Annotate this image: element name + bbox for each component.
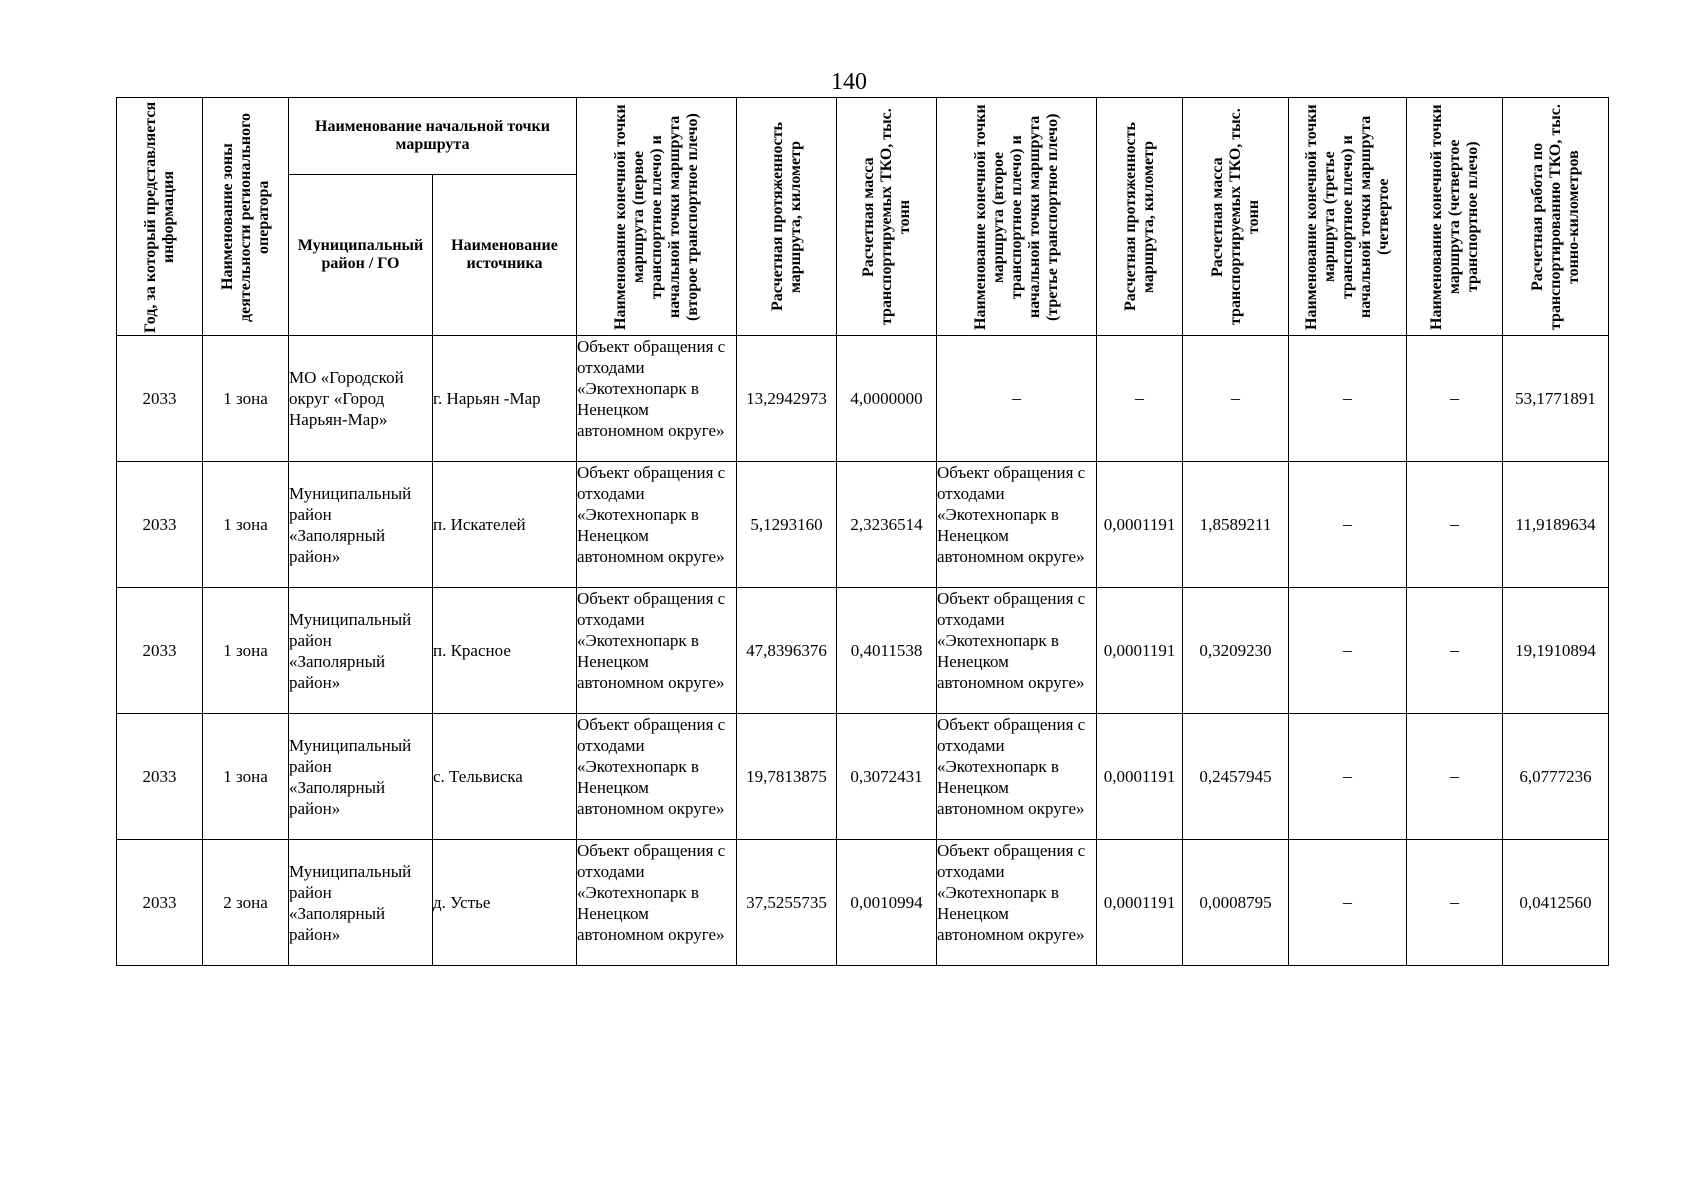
cell-year: 2033 — [117, 588, 203, 714]
cell-end-point-4: – — [1407, 588, 1503, 714]
header-end-point-4: Наименование конечной точки маршрута (четвертое транспортное плечо) — [1407, 98, 1503, 336]
header-start-point: Наименование начальной точки маршрута — [289, 98, 577, 175]
header-municipality: Муниципальный район / ГО — [289, 175, 433, 336]
cell-length-2: 0,0001191 — [1097, 588, 1183, 714]
header-mass-2: Расчетная масса транспортируемых ТКО, тыс. тонн — [1183, 98, 1289, 336]
header-work: Расчетная работа по транспортированию ТКО, тыс. тонно-километров — [1503, 98, 1609, 336]
cell-municipality: Муниципальный район «Заполярный район» — [289, 588, 433, 714]
cell-length-2: – — [1097, 336, 1183, 462]
cell-mass-2: 0,2457945 — [1183, 714, 1289, 840]
cell-length-2: 0,0001191 — [1097, 462, 1183, 588]
cell-work: 19,1910894 — [1503, 588, 1609, 714]
cell-end-point-4: – — [1407, 462, 1503, 588]
cell-year: 2033 — [117, 462, 203, 588]
cell-end-point-4: – — [1407, 714, 1503, 840]
cell-source: с. Тельвиска — [433, 714, 577, 840]
cell-source: г. Нарьян -Мар — [433, 336, 577, 462]
cell-source: п. Искателей — [433, 462, 577, 588]
cell-municipality: Муниципальный район «Заполярный район» — [289, 462, 433, 588]
cell-end-point-1: Объект обращения с отходами «Экотехнопарк в Ненецком автономном округе» — [577, 840, 737, 966]
cell-length-1: 47,8396376 — [737, 588, 837, 714]
header-end-point-3: Наименование конечной точки маршрута (третье транспортное плечо) и начальной точки маршрута (четвертое — [1289, 98, 1407, 336]
header-zone: Наименование зоны деятельности регионального оператора — [203, 98, 289, 336]
cell-mass-1: 4,0000000 — [837, 336, 937, 462]
cell-end-point-4: – — [1407, 840, 1503, 966]
cell-source: п. Красное — [433, 588, 577, 714]
cell-length-2: 0,0001191 — [1097, 840, 1183, 966]
header-source: Наименование источника — [433, 175, 577, 336]
table-row — [117, 840, 1609, 966]
cell-municipality: МО «Городской округ «Город Нарьян-Мар» — [289, 336, 433, 462]
cell-end-point-2: Объект обращения с отходами «Экотехнопарк в Ненецком автономном округе» — [937, 714, 1097, 840]
cell-end-point-3: – — [1289, 714, 1407, 840]
header-length-2: Расчетная протяженность маршрута, километр — [1097, 98, 1183, 336]
cell-length-1: 37,5255735 — [737, 840, 837, 966]
cell-end-point-1: Объект обращения с отходами «Экотехнопарк в Ненецком автономном округе» — [577, 336, 737, 462]
cell-end-point-3: – — [1289, 588, 1407, 714]
cell-zone: 2 зона — [203, 840, 289, 966]
cell-length-1: 13,2942973 — [737, 336, 837, 462]
cell-end-point-2: – — [937, 336, 1097, 462]
cell-zone: 1 зона — [203, 714, 289, 840]
cell-end-point-1: Объект обращения с отходами «Экотехнопарк в Ненецком автономном округе» — [577, 462, 737, 588]
cell-mass-1: 0,4011538 — [837, 588, 937, 714]
cell-year: 2033 — [117, 714, 203, 840]
cell-municipality: Муниципальный район «Заполярный район» — [289, 840, 433, 966]
cell-year: 2033 — [117, 840, 203, 966]
cell-end-point-2: Объект обращения с отходами «Экотехнопарк в Ненецком автономном округе» — [937, 588, 1097, 714]
header-row — [117, 98, 1609, 175]
cell-end-point-4: – — [1407, 336, 1503, 462]
table-row — [117, 336, 1609, 462]
cell-zone: 1 зона — [203, 462, 289, 588]
cell-municipality: Муниципальный район «Заполярный район» — [289, 714, 433, 840]
header-year: Год, за который представляется информация — [117, 98, 203, 336]
cell-work: 11,9189634 — [1503, 462, 1609, 588]
cell-source: д. Устье — [433, 840, 577, 966]
routes-table — [116, 97, 1609, 966]
cell-end-point-1: Объект обращения с отходами «Экотехнопарк в Ненецком автономном округе» — [577, 714, 737, 840]
page-number: 140 — [831, 69, 867, 95]
cell-work: 6,0777236 — [1503, 714, 1609, 840]
cell-mass-2: 1,8589211 — [1183, 462, 1289, 588]
table-row — [117, 714, 1609, 840]
cell-end-point-2: Объект обращения с отходами «Экотехнопарк в Ненецком автономном округе» — [937, 462, 1097, 588]
cell-end-point-2: Объект обращения с отходами «Экотехнопарк в Ненецком автономном округе» — [937, 840, 1097, 966]
cell-mass-1: 0,3072431 — [837, 714, 937, 840]
cell-zone: 1 зона — [203, 336, 289, 462]
cell-mass-2: 0,3209230 — [1183, 588, 1289, 714]
cell-mass-2: – — [1183, 336, 1289, 462]
cell-end-point-3: – — [1289, 462, 1407, 588]
header-end-point-2: Наименование конечной точки маршрута (второе транспортное плечо) и начальной точки маршрута (третье транспортное плечо) — [937, 98, 1097, 336]
cell-end-point-3: – — [1289, 840, 1407, 966]
header-end-point-1: Наименование конечной точки маршрута (первое транспортное плечо) и начальной точки маршрута (второе транспортное плечо) — [577, 98, 737, 336]
cell-length-1: 19,7813875 — [737, 714, 837, 840]
cell-work: 53,1771891 — [1503, 336, 1609, 462]
cell-end-point-3: – — [1289, 336, 1407, 462]
cell-end-point-1: Объект обращения с отходами «Экотехнопарк в Ненецком автономном округе» — [577, 588, 737, 714]
cell-work: 0,0412560 — [1503, 840, 1609, 966]
header-length-1: Расчетная протяженность маршрута, километр — [737, 98, 837, 336]
cell-mass-2: 0,0008795 — [1183, 840, 1289, 966]
cell-zone: 1 зона — [203, 588, 289, 714]
cell-length-2: 0,0001191 — [1097, 714, 1183, 840]
cell-mass-1: 2,3236514 — [837, 462, 937, 588]
table-row — [117, 462, 1609, 588]
cell-year: 2033 — [117, 336, 203, 462]
header-mass-1: Расчетная масса транспортируемых ТКО, тыс. тонн — [837, 98, 937, 336]
table-row — [117, 588, 1609, 714]
cell-length-1: 5,1293160 — [737, 462, 837, 588]
cell-mass-1: 0,0010994 — [837, 840, 937, 966]
